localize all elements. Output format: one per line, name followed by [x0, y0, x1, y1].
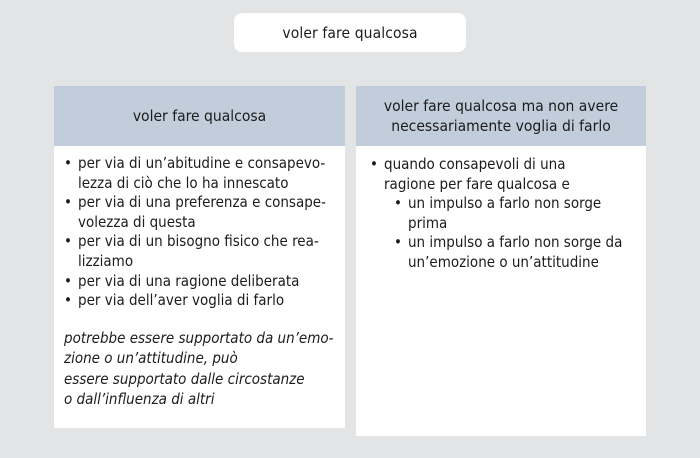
right-panel-body — [356, 146, 646, 273]
left-panel-note: potrebbe essere supportato da un’emo- zione o un’attitudine, può essere supportato dalle circostanze o dall’influenza di altri — [64, 328, 334, 409]
right-panel-header: voler fare qualcosa ma non avere necessariamente voglia di farlo — [356, 86, 646, 146]
left-panel — [54, 86, 345, 428]
list-item: • per via di una ragione deliberata — [64, 272, 335, 292]
right-bullet-list — [370, 155, 636, 273]
list-item: • quando consapevoli di una ragione per fare qualcosa e • un impulso a farlo non sorge prima • un impulso a farlo non sorge da un’emozione o un’attitudine — [370, 155, 636, 273]
list-item: • per via dell’aver voglia di farlo — [64, 291, 335, 311]
right-panel — [356, 86, 646, 436]
left-bullet-list — [64, 154, 335, 311]
sub-list-item: • un impulso a farlo non sorge da un’emozione o un’attitudine — [394, 233, 636, 272]
list-item: • per via di una preferenza e consape- volezza di questa — [64, 193, 335, 232]
sub-list-item: • un impulso a farlo non sorge prima — [394, 194, 636, 233]
right-sub-list — [384, 194, 636, 272]
left-panel-body — [54, 146, 345, 410]
diagram-title: voler fare qualcosa — [234, 13, 466, 52]
list-item: • per via di un’abitudine e consapevo- lezza di ciò che lo ha innescato — [64, 154, 335, 193]
left-panel-header: voler fare qualcosa — [54, 86, 345, 146]
list-item: • per via di un bisogno fisico che rea- lizziamo — [64, 232, 335, 271]
